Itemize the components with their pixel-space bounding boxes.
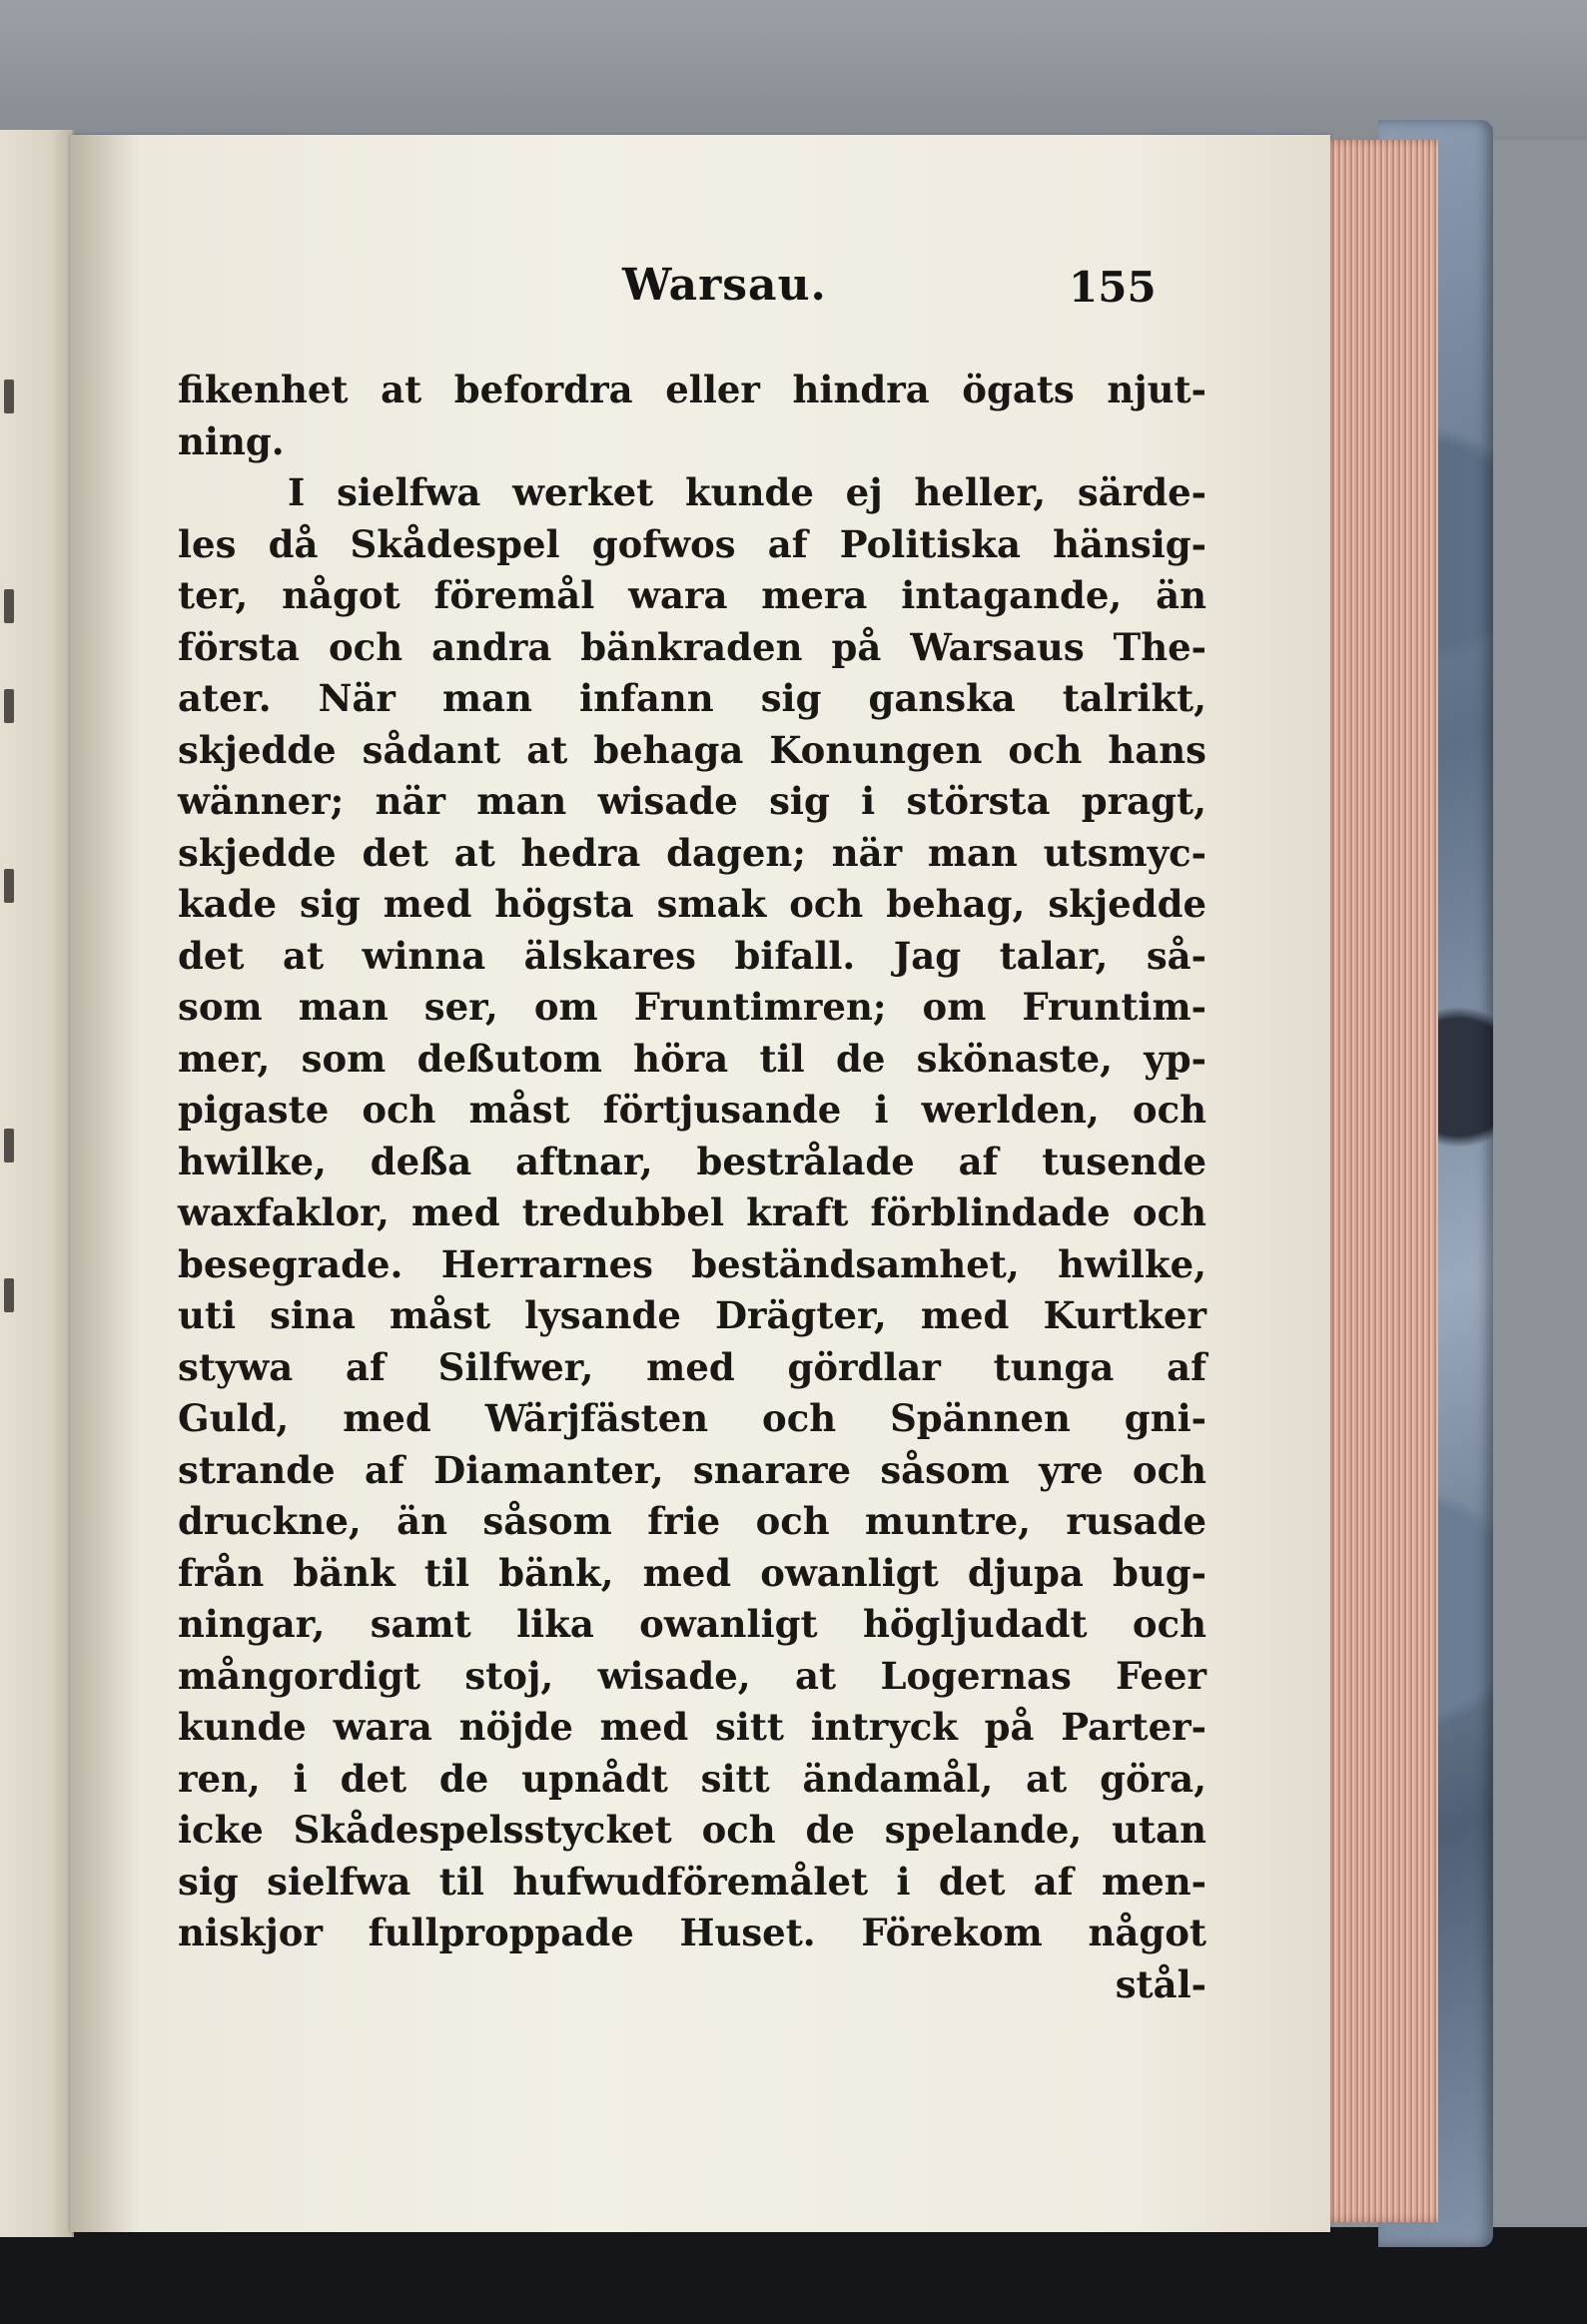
text-line: strande af Diamanter, snarare såsom yre och xyxy=(178,1447,1206,1492)
text-line: kunde wara nöjde med sitt intryck på Parter- xyxy=(178,1705,1206,1749)
facing-page-ink-marks xyxy=(4,130,44,2237)
text-line: ater. När man infann sig ganska talrikt, xyxy=(178,676,1206,720)
ink-mark xyxy=(4,589,14,623)
book-page xyxy=(70,135,1330,2232)
text-line: mångordigt stoj, wisade, at Logernas Feer xyxy=(178,1653,1206,1698)
ink-mark xyxy=(4,1278,14,1312)
text-line: ning. xyxy=(178,418,285,463)
catchword: stål- xyxy=(1115,1961,1206,2006)
text-line: besegrade. Herrarnes beständsamhet, hwilke, xyxy=(178,1241,1206,1286)
text-line: druckne, än såsom frie och muntre, rusade xyxy=(178,1499,1206,1543)
text-line: icke Skådespelsstycket och de spelande, utan xyxy=(178,1808,1206,1852)
text-line: fikenhet at befordra eller hindra ögats njut- xyxy=(178,368,1206,411)
text-line: kade sig med högsta smak och behag, skjedde xyxy=(178,882,1206,926)
text-line: ningar, samt lika owanligt högljudadt och xyxy=(178,1602,1206,1646)
background-bottom xyxy=(0,2227,1587,2324)
ink-mark xyxy=(4,869,14,903)
text-line: I sielfwa werket kunde ej heller, särde- xyxy=(288,470,1206,514)
background-top xyxy=(0,0,1587,140)
text-line: niskjor fullproppade Huset. Förekom något xyxy=(178,1911,1206,1954)
body-text xyxy=(178,365,1206,2010)
text-line: från bänk til bänk, med owanligt djupa bug- xyxy=(178,1550,1206,1595)
text-line: skjedde sådant at behaga Konungen och hans xyxy=(178,727,1206,772)
text-line: Guld, med Wärjfästen och Spännen gni- xyxy=(178,1396,1206,1440)
text-line: sig sielfwa til hufwudföremålet i det af men- xyxy=(178,1859,1206,1904)
text-line: stywa af Silfwer, med gördlar tunga af xyxy=(178,1344,1206,1389)
text-line: les då Skådespel gofwos af Politiska hänsig- xyxy=(178,521,1206,566)
ink-mark xyxy=(4,689,14,723)
text-line: hwilke, deßa aftnar, bestrålade af tusende xyxy=(178,1139,1206,1183)
text-line: som man ser, om Fruntimren; om Fruntim- xyxy=(178,985,1206,1029)
text-line: mer, som deßutom höra til de skönaste, yp- xyxy=(178,1036,1206,1081)
ink-mark xyxy=(4,380,14,413)
text-line: uti sina måst lysande Drägter, med Kurtker xyxy=(178,1293,1206,1337)
text-line: första och andra bänkraden på Warsaus The- xyxy=(178,624,1206,669)
ink-mark xyxy=(4,1129,14,1162)
text-line: wänner; när man wisade sig i största pragt, xyxy=(178,779,1206,823)
text-line: skjedde det at hedra dagen; när man utsmyc- xyxy=(178,830,1206,875)
text-line: pigaste och måst förtjusande i werlden, och xyxy=(178,1088,1206,1132)
text-line: ren, i det de upnådt sitt ändamål, at göra, xyxy=(178,1756,1206,1801)
gutter-shadow xyxy=(70,135,140,2232)
text-line: waxfaklor, med tredubbel kraft förblindade och xyxy=(178,1190,1206,1234)
text-line: ter, något föremål wara mera intagande, än xyxy=(178,573,1206,617)
page-number: 155 xyxy=(1069,263,1157,312)
text-line: det at winna älskares bifall. Jag talar, så- xyxy=(178,933,1206,978)
facing-page-edge xyxy=(0,130,74,2237)
page-edges xyxy=(1318,140,1438,2222)
running-head: Warsau. xyxy=(622,260,827,311)
